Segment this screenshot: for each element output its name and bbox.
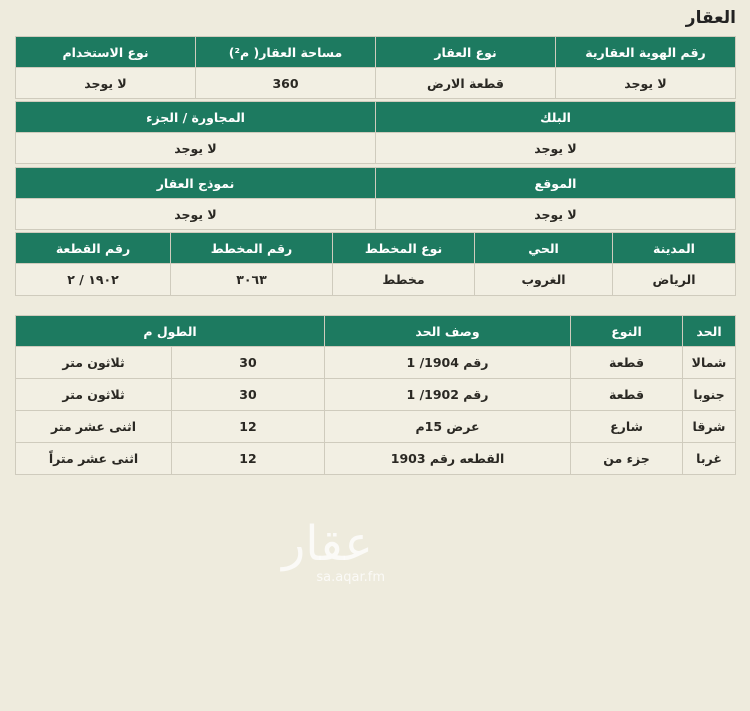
header-plan-number: رقم المخطط bbox=[170, 233, 332, 264]
header-block: البلك bbox=[375, 102, 735, 133]
value-property-area: 360 bbox=[195, 68, 375, 99]
table-cell-length: 12 bbox=[171, 411, 324, 443]
table-cell-description: عرض 15م bbox=[324, 411, 570, 443]
value-city: الرياض bbox=[612, 264, 735, 296]
header-boundary: الحد bbox=[682, 316, 735, 347]
boundaries-table bbox=[15, 315, 736, 475]
aqar-watermark bbox=[270, 516, 385, 585]
page-title: العقار bbox=[685, 8, 736, 28]
value-location: لا يوجد bbox=[375, 199, 735, 230]
table-cell-length-words: ثلاثون متر bbox=[15, 379, 171, 411]
value-plot-number: ١٩٠٢ / ٢ bbox=[15, 264, 170, 296]
header-boundary-type: النوع bbox=[570, 316, 682, 347]
header-property-area: مساحة العقار( م²) bbox=[195, 37, 375, 68]
header-plot-number: رقم القطعة bbox=[15, 233, 170, 264]
header-usage-type: نوع الاستخدام bbox=[15, 37, 195, 68]
table-cell-boundary: جنوبا bbox=[682, 379, 735, 411]
value-plan-number: ٣٠٦٣ bbox=[170, 264, 332, 296]
location-table bbox=[15, 167, 736, 230]
value-property-type: قطعة الارض bbox=[375, 68, 555, 99]
table-cell-description: رقم 1904/ 1 bbox=[324, 347, 570, 379]
header-neighborhood-part: المجاورة / الجزء bbox=[15, 102, 375, 133]
table-cell-boundary: غربا bbox=[682, 443, 735, 475]
table-cell-boundary: شرقا bbox=[682, 411, 735, 443]
table-cell-type: قطعة bbox=[570, 347, 682, 379]
table-cell-description: القطعه رقم 1903 bbox=[324, 443, 570, 475]
header-length: الطول م bbox=[15, 316, 324, 347]
table-cell-length: 30 bbox=[171, 347, 324, 379]
table-cell-length-words: اثنى عشر متراً bbox=[15, 443, 171, 475]
table-cell-length: 12 bbox=[171, 443, 324, 475]
block-table bbox=[15, 101, 736, 164]
header-property-type: نوع العقار bbox=[375, 37, 555, 68]
table-cell-description: رقم 1902/ 1 bbox=[324, 379, 570, 411]
table-cell-type: شارع bbox=[570, 411, 682, 443]
value-neighborhood-part: لا يوجد bbox=[15, 133, 375, 164]
property-info-table bbox=[15, 36, 736, 99]
table-cell-type: جزء من bbox=[570, 443, 682, 475]
value-property-id: لا يوجد bbox=[555, 68, 735, 99]
value-usage-type: لا يوجد bbox=[15, 68, 195, 99]
watermark-url: sa.aqar.fm bbox=[316, 570, 385, 585]
header-property-id: رقم الهوية العقارية bbox=[555, 37, 735, 68]
header-boundary-description: وصف الحد bbox=[324, 316, 570, 347]
header-location: الموقع bbox=[375, 168, 735, 199]
watermark-logo: عقار bbox=[282, 516, 373, 572]
value-property-model: لا يوجد bbox=[15, 199, 375, 230]
header-city: المدينة bbox=[612, 233, 735, 264]
header-plan-type: نوع المخطط bbox=[332, 233, 474, 264]
header-property-model: نموذج العقار bbox=[15, 168, 375, 199]
table-cell-length: 30 bbox=[171, 379, 324, 411]
header-district: الحي bbox=[474, 233, 612, 264]
table-cell-type: قطعة bbox=[570, 379, 682, 411]
value-plan-type: مخطط bbox=[332, 264, 474, 296]
table-cell-length-words: اثنى عشر متر bbox=[15, 411, 171, 443]
value-block: لا يوجد bbox=[375, 133, 735, 164]
table-cell-boundary: شمالا bbox=[682, 347, 735, 379]
value-district: الغروب bbox=[474, 264, 612, 296]
plan-table bbox=[15, 232, 736, 296]
table-cell-length-words: ثلاثون متر bbox=[15, 347, 171, 379]
